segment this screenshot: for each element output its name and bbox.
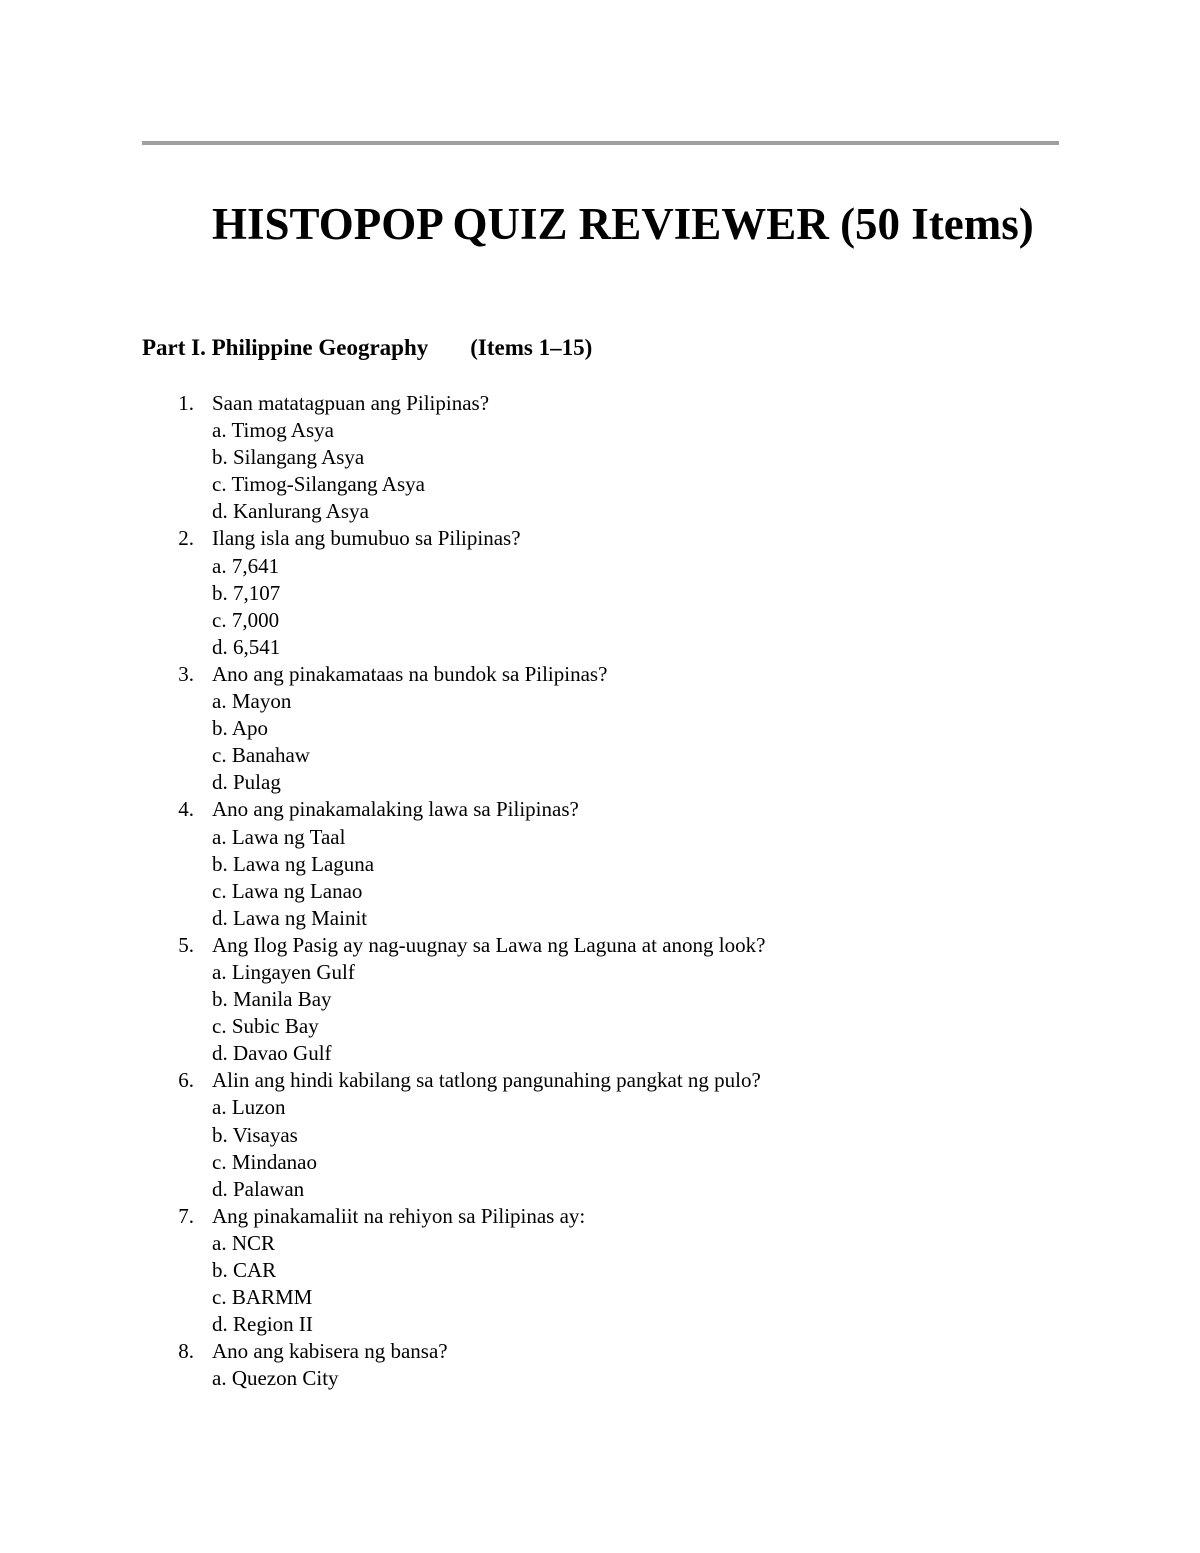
question-item <box>142 932 1059 1067</box>
choice-c: c. Timog-Silangang Asya <box>212 472 425 497</box>
choice-b: b. CAR <box>212 1258 277 1282</box>
question-number: 4. <box>178 797 194 822</box>
choice-c: c. Banahaw <box>212 743 310 768</box>
question-number: 6. <box>178 1068 194 1093</box>
question-text: Ang pinakamaliit na rehiyon sa Pilipinas ay: <box>212 1203 586 1228</box>
question-text: Ilang isla ang bumubuo sa Pilipinas? <box>212 526 521 551</box>
choice-c: c. BARMM <box>212 1285 313 1310</box>
choice-a: a. 7,641 <box>212 553 280 578</box>
choice-a: a. Mayon <box>212 689 292 714</box>
question-number: 8. <box>178 1339 194 1364</box>
choice-list <box>142 1230 1059 1338</box>
choice-a: a. NCR <box>212 1230 275 1255</box>
choice-d: d. 6,541 <box>212 634 281 659</box>
question-item <box>142 1067 1059 1202</box>
choice-d: d. Davao Gulf <box>212 1041 332 1066</box>
document-title: HISTOPOP QUIZ REVIEWER (50 Items) <box>212 199 1034 249</box>
choice-d: d. Kanlurang Asya <box>212 499 369 524</box>
top-horizontal-rule <box>142 141 1059 145</box>
choice-list <box>142 417 1059 525</box>
choice-b: b. Silangang Asya <box>212 445 365 470</box>
part-heading <box>142 333 592 363</box>
question-item <box>142 1338 1059 1392</box>
choice-d: d. Lawa ng Mainit <box>212 905 368 930</box>
choice-b: b. Lawa ng Laguna <box>212 851 375 876</box>
question-text: Ano ang kabisera ng bansa? <box>212 1339 448 1364</box>
question-list <box>142 390 1059 1392</box>
choice-list <box>142 824 1059 932</box>
part-item-range: (Items 1–15) <box>470 335 593 360</box>
choice-list <box>142 553 1059 661</box>
question-number: 3. <box>178 661 194 686</box>
question-text: Ano ang pinakamalaking lawa sa Pilipinas? <box>212 797 579 822</box>
choice-a: a. Lingayen Gulf <box>212 959 355 984</box>
part-name: Part I. Philippine Geography <box>142 335 429 360</box>
question-item <box>142 390 1059 525</box>
choice-list <box>142 688 1059 796</box>
question-text: Alin ang hindi kabilang sa tatlong pangunahing pangkat ng pulo? <box>212 1068 761 1093</box>
choice-a: a. Luzon <box>212 1095 286 1120</box>
question-number: 2. <box>178 526 194 551</box>
choice-b: b. Manila Bay <box>212 987 332 1012</box>
choice-b: b. 7,107 <box>212 580 281 605</box>
choice-a: a. Timog Asya <box>212 418 334 443</box>
choice-b: b. Visayas <box>212 1122 298 1147</box>
question-item <box>142 1203 1059 1338</box>
choice-c: c. Lawa ng Lanao <box>212 878 363 903</box>
question-text: Ano ang pinakamataas na bundok sa Pilipinas? <box>212 661 608 686</box>
choice-a: a. Quezon City <box>212 1366 339 1391</box>
choice-list <box>142 1094 1059 1202</box>
question-text: Ang Ilog Pasig ay nag-uugnay sa Lawa ng Laguna at anong look? <box>212 932 766 957</box>
choice-d: d. Region II <box>212 1312 313 1337</box>
choice-d: d. Palawan <box>212 1176 305 1201</box>
question-item <box>142 525 1059 660</box>
choice-list <box>142 1365 1059 1392</box>
question-number: 7. <box>178 1203 194 1228</box>
question-item <box>142 796 1059 931</box>
question-text: Saan matatagpuan ang Pilipinas? <box>212 391 490 415</box>
choice-c: c. Mindanao <box>212 1149 317 1174</box>
question-number: 1. <box>178 391 194 415</box>
choice-list <box>142 959 1059 1067</box>
choice-c: c. Subic Bay <box>212 1014 319 1039</box>
choice-c: c. 7,000 <box>212 607 280 632</box>
question-item <box>142 661 1059 796</box>
choice-d: d. Pulag <box>212 770 281 795</box>
choice-b: b. Apo <box>212 716 269 741</box>
question-number: 5. <box>178 932 194 957</box>
choice-a: a. Lawa ng Taal <box>212 824 346 849</box>
